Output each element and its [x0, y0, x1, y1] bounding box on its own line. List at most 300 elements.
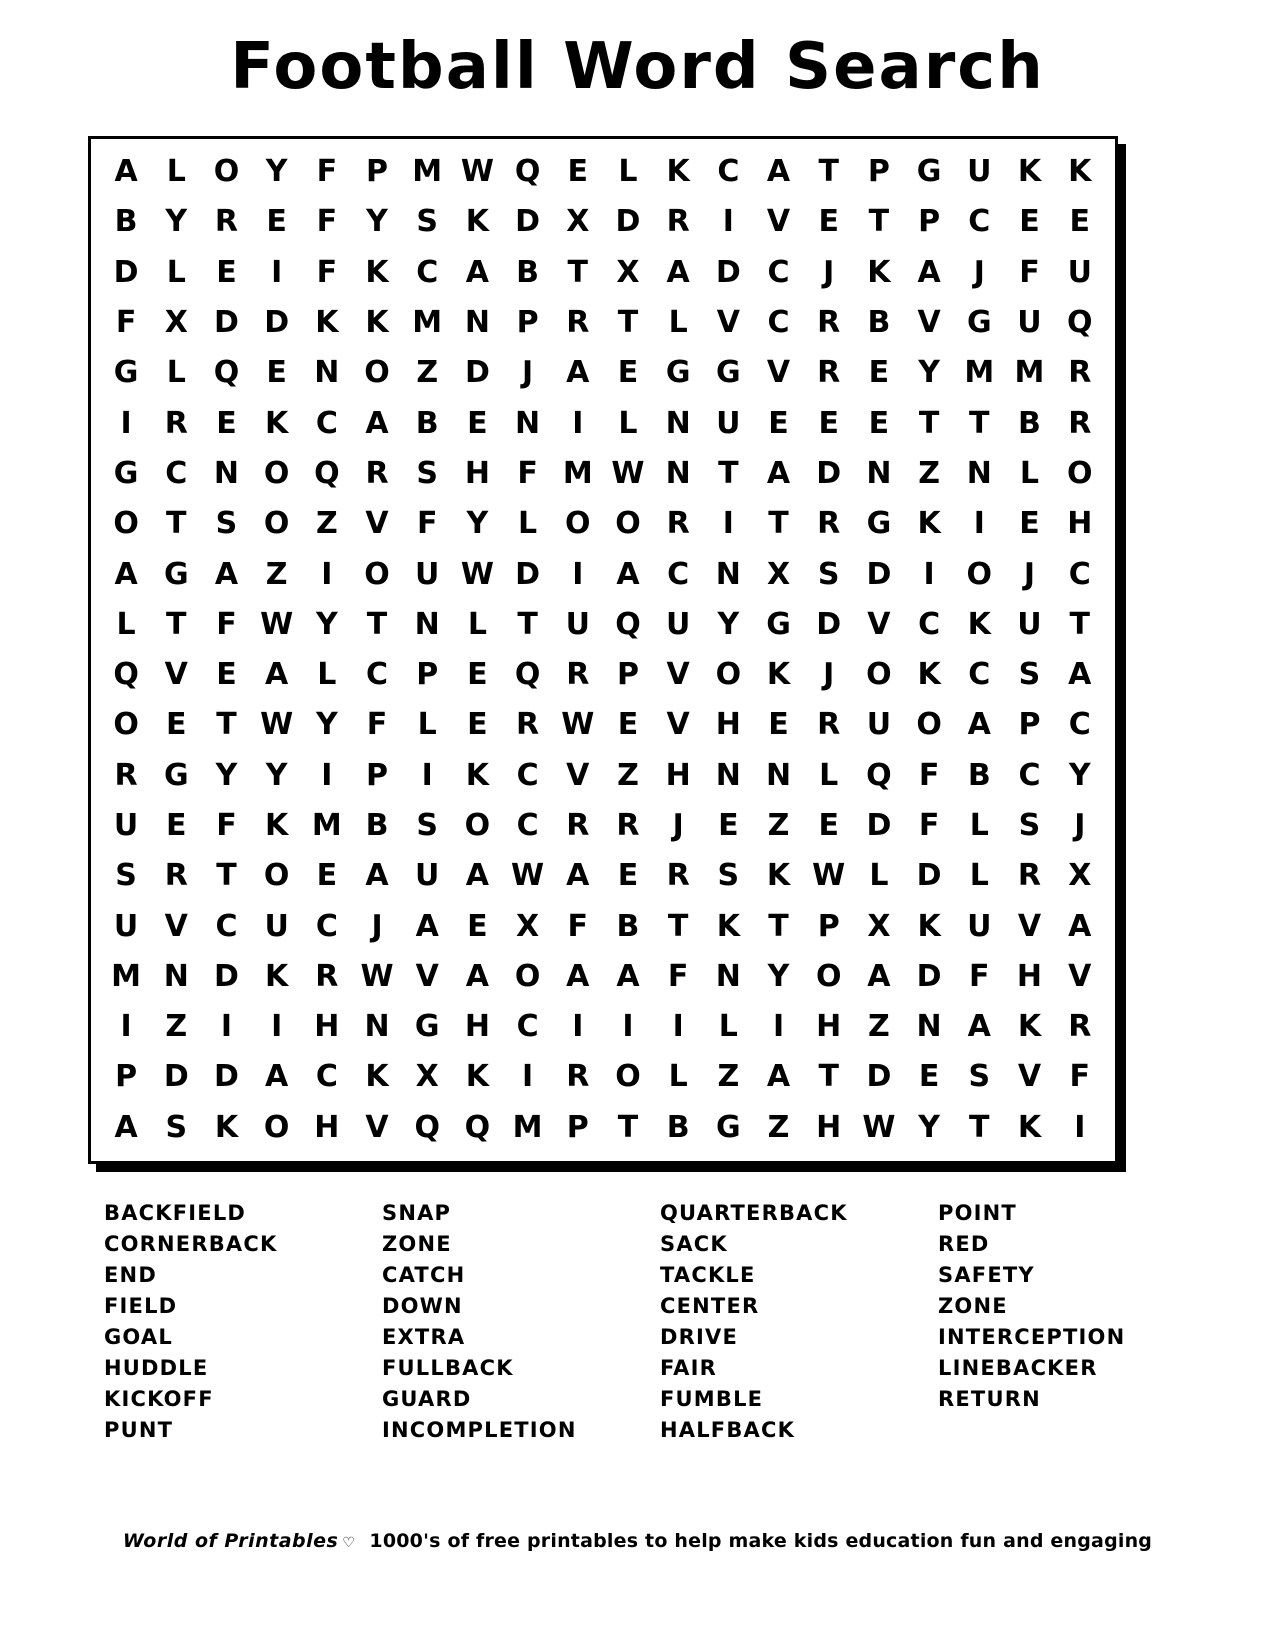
- grid-cell: L: [668, 1059, 688, 1095]
- grid-cell: K: [265, 958, 289, 994]
- grid-cell: F: [115, 305, 137, 341]
- brand-logo: [123, 1530, 356, 1552]
- word-column-4: [938, 1198, 1178, 1446]
- grid-cell: M: [311, 808, 342, 843]
- grid-cell: E: [216, 254, 237, 290]
- grid-cell: T: [818, 1059, 839, 1095]
- grid-cell: L: [1019, 455, 1040, 491]
- grid-cell: V: [1017, 1059, 1042, 1095]
- grid-cell: G: [916, 154, 942, 190]
- word-list-item: POINT: [938, 1201, 1017, 1225]
- grid-cell: E: [617, 858, 639, 894]
- grid-cell: C: [1018, 757, 1041, 793]
- grid-cell: N: [916, 1009, 942, 1045]
- grid-cell: C: [767, 305, 790, 341]
- grid-row: [101, 398, 1105, 448]
- grid-cell: J: [1074, 808, 1086, 843]
- grid-cell: U: [1017, 305, 1042, 341]
- grid-cell: O: [364, 355, 390, 391]
- grid-cell: R: [214, 204, 239, 240]
- grid-cell: N: [314, 355, 340, 391]
- grid-cell: I: [672, 1009, 684, 1045]
- grid-cell: K: [1017, 1109, 1042, 1145]
- grid-cell: M: [111, 958, 142, 994]
- grid-cell: U: [264, 908, 289, 944]
- grid-cell: K: [365, 254, 389, 290]
- grid-cell: N: [715, 757, 741, 793]
- word-list-item: RETURN: [938, 1387, 1041, 1411]
- grid-cell: V: [415, 958, 439, 994]
- grid-cell: C: [767, 254, 790, 290]
- grid-cell: I: [271, 1009, 283, 1045]
- grid-cell: F: [416, 506, 438, 542]
- grid-cell: M: [412, 305, 443, 341]
- grid-cell: W: [460, 556, 494, 592]
- grid-cell: X: [164, 305, 188, 341]
- grid-cell: J: [522, 355, 534, 391]
- grid-cell: Z: [767, 1109, 790, 1145]
- grid-cell: D: [916, 858, 942, 894]
- grid-cell: M: [964, 355, 995, 391]
- grid-cell: T: [868, 204, 890, 240]
- grid-cell: Q: [414, 1109, 440, 1145]
- grid-cell: A: [265, 1059, 289, 1095]
- grid-cell: Q: [113, 657, 139, 693]
- grid-cell: Z: [265, 556, 288, 592]
- grid-cell: S: [817, 556, 840, 592]
- grid-cell: O: [213, 154, 240, 190]
- grid-cell: C: [1068, 556, 1091, 592]
- word-list-item: FULLBACK: [382, 1356, 514, 1380]
- word-list-item: END: [104, 1263, 157, 1287]
- grid-cell: A: [666, 254, 690, 290]
- grid-cell: T: [969, 1109, 990, 1145]
- grid-cell: F: [316, 204, 338, 240]
- grid-cell: Z: [617, 757, 639, 793]
- grid-cell: I: [522, 1059, 534, 1095]
- grid-cell: W: [611, 455, 645, 491]
- grid-cell: C: [968, 204, 991, 240]
- word-list-item: LINEBACKER: [938, 1356, 1098, 1380]
- grid-cell: Q: [615, 606, 641, 642]
- grid-cell: A: [265, 657, 289, 693]
- grid-cell: E: [868, 355, 890, 391]
- grid-cell: K: [967, 606, 991, 642]
- grid-cell: U: [565, 606, 590, 642]
- grid-cell: L: [317, 657, 337, 693]
- grid-cell: L: [969, 808, 989, 843]
- grid-cell: Y: [215, 757, 238, 793]
- grid-cell: K: [465, 1059, 490, 1095]
- grid-cell: D: [515, 204, 541, 240]
- grid-cell: A: [967, 1009, 991, 1045]
- grid-cell: V: [365, 1109, 389, 1145]
- grid-cell: M: [562, 455, 593, 491]
- grid-cell: N: [966, 455, 992, 491]
- word-list-item: PUNT: [104, 1418, 174, 1442]
- grid-cell: T: [969, 405, 990, 441]
- grid-cell: H: [816, 1009, 842, 1045]
- grid-row: [101, 248, 1105, 298]
- grid-cell: A: [465, 858, 490, 894]
- grid-cell: A: [616, 958, 640, 994]
- grid-cell: D: [816, 606, 842, 642]
- grid-cell: O: [1067, 455, 1093, 491]
- grid-cell: V: [164, 908, 188, 944]
- grid-cell: V: [666, 707, 690, 743]
- grid-cell: K: [1017, 1009, 1042, 1045]
- grid-cell: A: [365, 405, 389, 441]
- grid-cell: L: [668, 305, 688, 341]
- grid-cell: D: [163, 1059, 189, 1095]
- word-search-grid: [88, 136, 1118, 1164]
- grid-cell: B: [516, 254, 540, 290]
- grid-cell: O: [263, 455, 290, 491]
- grid-cell: F: [216, 606, 237, 642]
- grid-cell: S: [215, 506, 238, 542]
- grid-cell: L: [718, 1009, 738, 1045]
- grid-cell: E: [768, 707, 789, 743]
- grid-cell: O: [565, 506, 591, 542]
- word-column-3: [660, 1198, 938, 1446]
- grid-cell: C: [366, 657, 389, 693]
- grid-cell: N: [464, 305, 490, 341]
- grid-cell: K: [365, 1059, 389, 1095]
- grid-cell: N: [213, 455, 240, 491]
- grid-cell: E: [1019, 506, 1040, 542]
- grid-cell: L: [618, 154, 638, 190]
- grid-cell: B: [114, 204, 138, 240]
- word-list-item: FUMBLE: [660, 1387, 764, 1411]
- grid-cell: Y: [717, 606, 740, 642]
- grid-cell: J: [371, 908, 383, 944]
- grid-cell: A: [566, 858, 590, 894]
- grid-cell: O: [615, 1059, 641, 1095]
- grid-cell: V: [1068, 958, 1092, 994]
- grid-cell: T: [166, 606, 187, 642]
- grid-cell: I: [120, 1009, 132, 1045]
- grid-cell: H: [715, 707, 741, 743]
- grid-cell: K: [265, 808, 289, 843]
- grid-cell: L: [618, 405, 638, 441]
- grid-cell: Y: [466, 506, 489, 542]
- footer: [0, 1530, 1275, 1552]
- grid-cell: L: [166, 154, 186, 190]
- grid-cell: U: [967, 154, 992, 190]
- word-list-item: SACK: [660, 1232, 728, 1256]
- grid-cell: A: [867, 958, 891, 994]
- grid-cell: C: [315, 405, 338, 441]
- grid-cell: D: [464, 355, 490, 391]
- grid-cell: G: [163, 757, 189, 793]
- grid-cell: T: [216, 858, 237, 894]
- grid-row: [101, 449, 1105, 499]
- grid-cell: M: [412, 154, 443, 190]
- grid-cell: O: [113, 506, 139, 542]
- grid-cell: S: [416, 808, 439, 843]
- grid-cell: T: [818, 154, 839, 190]
- grid-cell: X: [867, 908, 891, 944]
- grid-cell: G: [716, 1109, 741, 1145]
- grid-cell: M: [1014, 355, 1045, 391]
- grid-cell: F: [517, 455, 538, 491]
- grid-cell: E: [467, 908, 488, 944]
- grid-cell: V: [1017, 908, 1042, 944]
- grid-cell: P: [616, 657, 639, 693]
- grid-cell: D: [715, 254, 741, 290]
- grid-cell: K: [315, 305, 339, 341]
- grid-cell: Z: [918, 455, 940, 491]
- grid-cell: R: [1068, 1009, 1092, 1045]
- grid-cell: T: [216, 707, 237, 743]
- word-list-item: GUARD: [382, 1387, 472, 1411]
- grid-cell: A: [566, 958, 590, 994]
- grid-cell: T: [768, 908, 789, 944]
- grid-cell: A: [465, 254, 490, 290]
- grid-cell: V: [917, 305, 941, 341]
- grid-cell: R: [666, 204, 690, 240]
- grid-cell: E: [216, 405, 237, 441]
- grid-row: [101, 851, 1105, 901]
- grid-cell: F: [667, 958, 689, 994]
- grid-cell: K: [265, 405, 289, 441]
- word-list-item: SNAP: [382, 1201, 452, 1225]
- word-list-item: INTERCEPTION: [938, 1325, 1126, 1349]
- grid-cell: B: [867, 305, 891, 341]
- grid-cell: T: [166, 506, 187, 542]
- word-list-item: KICKOFF: [104, 1387, 214, 1411]
- grid-cell: I: [421, 757, 433, 793]
- grid-cell: H: [1016, 958, 1043, 994]
- grid-cell: R: [164, 405, 188, 441]
- grid-cell: L: [166, 254, 186, 290]
- grid-cell: W: [511, 858, 545, 894]
- grid-cell: V: [867, 606, 891, 642]
- grid-cell: R: [616, 808, 640, 843]
- grid-cell: A: [616, 556, 640, 592]
- grid-cell: P: [115, 1059, 138, 1095]
- grid-cell: T: [617, 305, 639, 341]
- grid-cell: R: [566, 305, 590, 341]
- grid-cell: A: [365, 858, 389, 894]
- grid-cell: I: [722, 506, 734, 542]
- grid-cell: F: [316, 154, 338, 190]
- grid-cell: S: [165, 1109, 188, 1145]
- grid-cell: Y: [767, 958, 790, 994]
- word-list-item: QUARTERBACK: [660, 1201, 848, 1225]
- grid-cell: A: [766, 154, 791, 190]
- grid-cell: E: [818, 808, 839, 843]
- grid-cell: O: [263, 1109, 290, 1145]
- grid-cell: J: [823, 254, 835, 290]
- grid-cell: I: [772, 1009, 785, 1045]
- grid-cell: A: [967, 707, 991, 743]
- grid-cell: C: [918, 606, 941, 642]
- grid-cell: L: [417, 707, 437, 743]
- grid-cell: O: [815, 958, 842, 994]
- grid-cell: K: [917, 908, 941, 944]
- grid-cell: R: [516, 707, 540, 743]
- grid-row: [101, 147, 1105, 197]
- grid-cell: R: [1068, 355, 1092, 391]
- footer-tagline: 1000's of free printables to help make kids education fun and engaging: [369, 1530, 1153, 1552]
- grid-cell: G: [716, 355, 741, 391]
- word-list-item: CENTER: [660, 1294, 760, 1318]
- grid-cell: A: [766, 455, 791, 491]
- grid-cell: G: [665, 355, 691, 391]
- grid-cell: E: [266, 204, 287, 240]
- grid-cell: O: [364, 556, 390, 592]
- grid-cell: U: [866, 707, 892, 743]
- grid-cell: Z: [315, 506, 338, 542]
- grid-cell: E: [266, 355, 287, 391]
- grid-cell: Q: [314, 455, 340, 491]
- page-title: Football Word Search: [230, 30, 1045, 104]
- grid-cell: X: [516, 908, 540, 944]
- grid-cell: C: [667, 556, 690, 592]
- word-list-item: BACKFIELD: [104, 1201, 247, 1225]
- grid-cell: Y: [265, 757, 288, 793]
- grid-cell: D: [615, 204, 641, 240]
- grid-cell: E: [1069, 204, 1091, 240]
- grid-cell: T: [918, 405, 940, 441]
- grid-cell: A: [1068, 657, 1092, 693]
- grid-cell: T: [567, 254, 589, 290]
- grid-cell: T: [366, 606, 388, 642]
- word-list-item: DOWN: [382, 1294, 463, 1318]
- grid-cell: P: [366, 154, 389, 190]
- grid-cell: B: [967, 757, 991, 793]
- grid-cell: Y: [1068, 757, 1091, 793]
- grid-row: [101, 901, 1105, 951]
- grid-cell: K: [716, 908, 740, 944]
- grid-cell: F: [216, 808, 237, 843]
- grid-cell: A: [415, 908, 439, 944]
- grid-cell: X: [616, 254, 640, 290]
- grid-cell: O: [715, 657, 742, 693]
- grid-cell: Z: [416, 355, 439, 391]
- grid-cell: U: [415, 858, 440, 894]
- grid-cell: D: [866, 556, 892, 592]
- grid-cell: O: [916, 707, 942, 743]
- grid-cell: L: [518, 506, 538, 542]
- grid-cell: X: [566, 204, 590, 240]
- grid-cell: E: [166, 808, 187, 843]
- grid-cell: P: [867, 154, 890, 190]
- grid-cell: S: [115, 858, 137, 894]
- grid-cell: D: [214, 1059, 239, 1095]
- grid-row: [101, 650, 1105, 700]
- grid-cell: K: [214, 1109, 239, 1145]
- grid-row: [101, 952, 1105, 1002]
- grid-row: [101, 801, 1105, 851]
- word-list-item: HALFBACK: [660, 1418, 796, 1442]
- grid-cell: I: [622, 1009, 634, 1045]
- grid-row: [101, 499, 1105, 549]
- grid-cell: U: [1067, 254, 1092, 290]
- grid-cell: N: [665, 405, 691, 441]
- grid-cell: E: [467, 657, 488, 693]
- grid-cell: N: [515, 405, 541, 441]
- grid-cell: D: [816, 455, 842, 491]
- grid-cell: Y: [918, 1109, 940, 1145]
- grid-cell: T: [617, 1109, 639, 1145]
- grid-cell: A: [566, 355, 590, 391]
- grid-cell: P: [1018, 707, 1041, 743]
- word-list: [104, 1198, 1184, 1446]
- grid-cell: N: [163, 958, 189, 994]
- word-list-item: FIELD: [104, 1294, 178, 1318]
- grid-cell: R: [365, 455, 389, 491]
- grid-cell: H: [816, 1109, 842, 1145]
- grid-cell: K: [465, 204, 490, 240]
- grid-cell: F: [366, 707, 388, 743]
- grid-cell: F: [316, 254, 338, 290]
- grid-cell: P: [918, 204, 941, 240]
- grid-cell: Y: [315, 707, 338, 743]
- grid-cell: I: [572, 405, 584, 441]
- grid-cell: M: [512, 1109, 543, 1145]
- grid-cell: K: [917, 506, 941, 542]
- grid-cell: G: [163, 556, 189, 592]
- grid-cell: O: [263, 858, 290, 894]
- grid-cell: A: [114, 154, 138, 190]
- grid-cell: O: [514, 958, 541, 994]
- grid-cell: H: [464, 1009, 490, 1045]
- grid-cell: X: [415, 1059, 439, 1095]
- grid-cell: L: [819, 757, 839, 793]
- word-list-item: ZONE: [938, 1294, 1008, 1318]
- grid-cell: X: [766, 556, 791, 592]
- grid-cell: Q: [464, 1109, 491, 1145]
- word-list-item: CATCH: [382, 1263, 466, 1287]
- grid-cell: Z: [165, 1009, 188, 1045]
- grid-row: [101, 1002, 1105, 1052]
- grid-cell: T: [517, 606, 538, 642]
- grid-cell: C: [516, 1009, 539, 1045]
- word-list-item: TACKLE: [660, 1263, 756, 1287]
- grid-cell: T: [1069, 606, 1091, 642]
- grid-row: [101, 549, 1105, 599]
- grid-cell: A: [465, 958, 490, 994]
- grid-cell: F: [1069, 1059, 1091, 1095]
- grid-cell: N: [866, 455, 892, 491]
- grid-cell: J: [973, 254, 985, 290]
- grid-cell: O: [113, 707, 139, 743]
- word-list-item: DRIVE: [660, 1325, 739, 1349]
- grid-cell: E: [818, 405, 839, 441]
- grid-cell: K: [766, 657, 791, 693]
- grid-cell: G: [113, 455, 139, 491]
- grid-cell: R: [566, 1059, 590, 1095]
- grid-cell: B: [1018, 405, 1041, 441]
- grid-cell: U: [967, 908, 992, 944]
- grid-cell: I: [572, 1009, 584, 1045]
- grid-cell: E: [467, 707, 488, 743]
- grid-cell: P: [566, 1109, 589, 1145]
- heart-icon: ♡: [342, 1535, 356, 1551]
- grid-cell: H: [1067, 506, 1093, 542]
- grid-cell: R: [666, 858, 690, 894]
- grid-cell: K: [917, 657, 941, 693]
- grid-cell: Y: [918, 355, 940, 391]
- grid-cell: I: [120, 405, 132, 441]
- grid-cell: G: [966, 305, 992, 341]
- grid-cell: Q: [866, 757, 892, 793]
- grid-cell: V: [666, 657, 690, 693]
- grid-cell: C: [516, 757, 539, 793]
- grid-cell: E: [617, 707, 639, 743]
